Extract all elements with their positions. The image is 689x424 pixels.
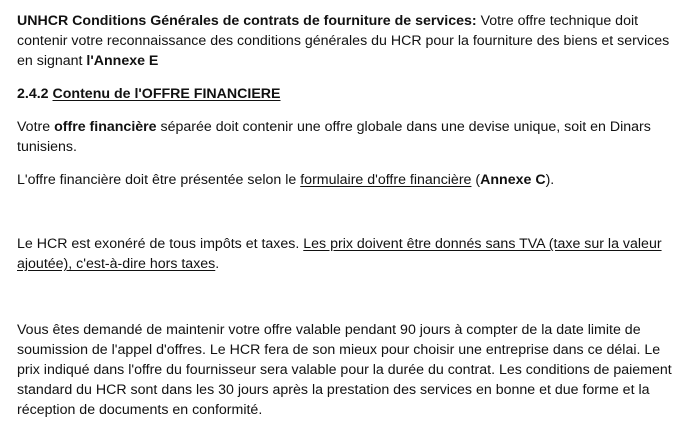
general-conditions-text: Votre offre technique doit contenir votre reconnaissance des conditions générales du HCR pour la fourniture des biens et services en signant: [17, 13, 670, 69]
tax-exemption-pre: Le HCR est exonéré de tous impôts et taxes.: [17, 236, 304, 252]
offer-form-mid: (: [471, 172, 481, 188]
annex-e-reference: l'Annexe E: [86, 53, 159, 69]
offer-form-pre: L'offre financière doit être présentée selon le: [17, 172, 301, 188]
annex-c-reference: Annexe C: [480, 172, 546, 188]
section-title: Contenu de l'OFFRE FINANCIERE: [52, 86, 281, 102]
section-heading: [17, 84, 683, 104]
section-number: 2.4.2: [17, 86, 53, 102]
financial-offer-pre: Votre: [17, 119, 55, 135]
financial-offer-post: séparée doit contenir une offre globale dans une devise unique, soit en Dinars tunisiens.: [17, 119, 651, 155]
financial-offer-bold: offre financière: [54, 119, 157, 135]
paragraph-financial-offer: [17, 117, 683, 157]
tax-exemption-underlined: Les prix doivent être donnés sans TVA (taxe sur la valeur ajoutée), c'est-à-dire hors taxes: [17, 236, 662, 272]
paragraph-offer-validity: Vous êtes demandé de maintenir votre offre valable pendant 90 jours à compter de la date limite de soumission de l'appel d'offres. Le HCR fera de son mieux pour choisir une entreprise dans ce délai. Le prix indiqué dans l'offre du fournisseur sera valable pour la durée du contrat. Les conditions de paiement standard du HCR sont dans les 30 jours après la prestation des services en bonne et due forme et la réception de documents en conformité.: [17, 322, 672, 418]
tax-exemption-post: .: [215, 256, 220, 272]
paragraph-tax-exemption: [17, 234, 683, 274]
paragraph-general-conditions: [17, 11, 683, 71]
general-conditions-heading: UNHCR Conditions Générales de contrats de fourniture de services:: [17, 13, 477, 29]
offer-form-link[interactable]: formulaire d'offre financière: [300, 172, 472, 188]
paragraph-offer-form: [17, 170, 683, 190]
offer-form-post: ).: [545, 172, 555, 188]
